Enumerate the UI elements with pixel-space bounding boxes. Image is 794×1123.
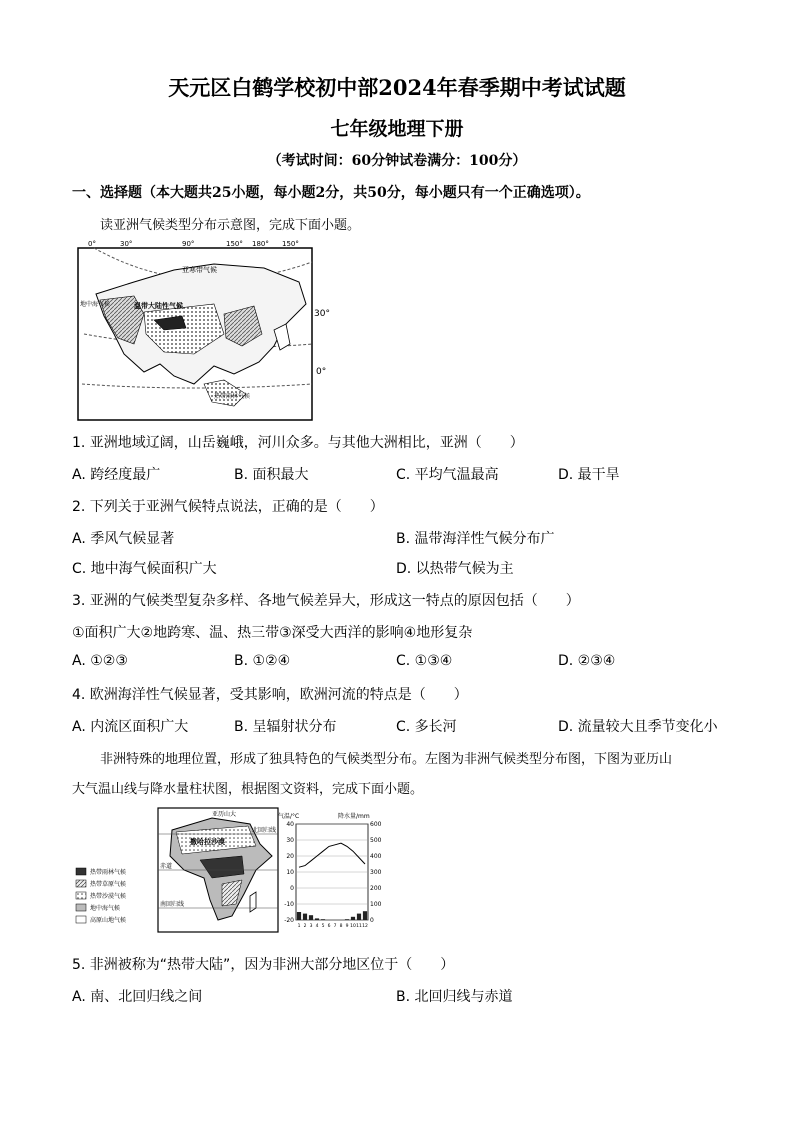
africa-label-tropic-capricorn: 南回归线	[160, 901, 185, 908]
q4-option-d[interactable]: D. 流量较大且季节变化小	[558, 719, 718, 735]
x-tick-label: 8	[339, 924, 343, 929]
exam-info: （考试时间：60分钟试卷满分：100分）	[267, 153, 527, 169]
q1-option-b[interactable]: B. 面积最大	[234, 467, 309, 483]
q3-option-b[interactable]: B. ①②④	[234, 653, 291, 669]
lon-label: 150°	[282, 240, 299, 248]
precip-bar	[315, 918, 319, 920]
x-tick-label: 3	[309, 924, 313, 929]
asia-climate-map	[74, 234, 344, 424]
question-1-stem: 1. 亚洲地域辽阔，山岳巍峨，河川众多。与其他大洲相比，亚洲（ ）	[72, 435, 524, 451]
africa-legend	[76, 868, 126, 924]
africa-label-alexandria: 亚历山大	[212, 811, 237, 818]
y-tick-label: 20	[286, 853, 294, 860]
exam-title: 天元区白鹤学校初中部2024年春季期中考试试题	[168, 75, 626, 100]
y2-tick-label: 400	[370, 853, 382, 860]
intro-asia: 读亚洲气候类型分布示意图，完成下面小题。	[100, 218, 361, 233]
precip-bar	[357, 914, 361, 920]
africa-label-equator: 赤道	[160, 863, 173, 870]
precip-bar	[297, 912, 301, 920]
y2-tick-label: 500	[370, 837, 382, 844]
legend-savanna: 热带草原气候	[90, 881, 127, 888]
x-tick-label: 11	[356, 924, 362, 929]
asia-label-rainforest: 热带雨林气候	[214, 393, 251, 400]
q5-option-b[interactable]: B. 北回归线与赤道	[396, 989, 513, 1005]
q4-option-a[interactable]: A. 内流区面积广大	[72, 719, 189, 735]
q1-option-a[interactable]: A. 跨经度最广	[72, 467, 161, 483]
lon-label: 150°	[226, 240, 243, 248]
q1-option-d[interactable]: D. 最干旱	[558, 467, 620, 483]
y2-tick-label: 200	[370, 885, 382, 892]
question-3-sub: ①面积广大②地跨寒、温、热三带③深受大西洋的影响④地形复杂	[72, 625, 473, 641]
question-3-stem: 3. 亚洲的气候类型复杂多样、各地气候差异大，形成这一特点的原因包括（ ）	[72, 593, 580, 609]
lon-label: 0°	[88, 240, 96, 248]
africa-label-tropic-cancer: 北回归线	[252, 827, 277, 834]
y-tick-label: -20	[284, 917, 294, 924]
asia-label-subarctic: 亚寒带气候	[182, 266, 217, 274]
x-tick-label: 4	[315, 924, 319, 929]
y-tick-label: 0	[290, 885, 294, 892]
x-tick-label: 10	[350, 924, 356, 929]
question-2-stem: 2. 下列关于亚洲气候特点说法，正确的是（ ）	[72, 499, 384, 515]
x-tick-label: 2	[303, 924, 307, 929]
x-tick-label: 9	[345, 924, 349, 929]
question-4-stem: 4. 欧洲海洋性气候显著，受其影响，欧洲河流的特点是（ ）	[72, 687, 468, 703]
precip-bar	[303, 914, 307, 920]
precip-bar	[309, 915, 313, 920]
precip-bar	[363, 911, 367, 920]
q5-option-a[interactable]: A. 南、北回归线之间	[72, 989, 203, 1005]
y-tick-label: 40	[286, 821, 294, 828]
q1-option-c[interactable]: C. 平均气温最高	[396, 467, 499, 483]
lat-label: 30°	[314, 309, 330, 319]
climate-chart	[276, 808, 388, 934]
y2-tick-label: 600	[370, 821, 382, 828]
y-tick-label: 10	[286, 869, 294, 876]
y2-tick-label: 300	[370, 869, 382, 876]
legend-mediterranean: 地中海气候	[90, 905, 121, 912]
q3-option-a[interactable]: A. ①②③	[72, 653, 128, 669]
asia-label-temperate-continental: 温带大陆性气候	[134, 302, 183, 310]
x-tick-label: 12	[362, 924, 368, 929]
q2-option-b[interactable]: B. 温带海洋性气候分布广	[396, 531, 555, 547]
asia-label-mediterranean: 地中海气候	[80, 301, 111, 308]
y-tick-label: 30	[286, 837, 294, 844]
intro-africa-1: 非洲特殊的地理位置，形成了独具特色的气候类型分布。左图为非洲气候类型分布图，下图为亚历山	[100, 752, 673, 767]
lon-label: 90°	[182, 240, 195, 248]
q3-option-d[interactable]: D. ②③④	[558, 653, 616, 669]
y-tick-label: -10	[284, 901, 294, 908]
question-5-stem: 5. 非洲被称为“热带大陆”，因为非洲大部分地区位于（ ）	[72, 957, 455, 973]
chart-y2label: 降水量/mm	[338, 813, 370, 820]
x-tick-label: 5	[321, 924, 325, 929]
x-tick-label: 1	[297, 924, 301, 929]
lon-label: 180°	[252, 240, 269, 248]
africa-label-sahara: 撒哈拉沙漠	[190, 838, 225, 846]
q2-option-a[interactable]: A. 季风气候显著	[72, 531, 175, 547]
y2-tick-label: 100	[370, 901, 382, 908]
exam-subtitle: 七年级地理下册	[330, 118, 464, 140]
x-tick-label: 6	[327, 924, 331, 929]
intro-africa-2: 大气温山线与降水量柱状图，根据图文资料，完成下面小题。	[72, 782, 424, 797]
x-tick-label: 7	[333, 924, 337, 929]
precip-bar	[321, 919, 325, 920]
q4-option-c[interactable]: C. 多长河	[396, 719, 457, 735]
lat-label: 0°	[316, 367, 327, 377]
q4-option-b[interactable]: B. 呈辐射状分布	[234, 719, 337, 735]
legend-highland: 高原山地气候	[90, 917, 127, 924]
chart-ylabel: 气温/°C	[278, 813, 300, 820]
precip-bar	[351, 917, 355, 920]
legend-desert: 热带沙漠气候	[90, 893, 127, 900]
y2-tick-label: 0	[370, 917, 374, 924]
lon-label: 30°	[120, 240, 133, 248]
section-heading: 一、选择题（本大题共25小题，每小题2分，共50分，每小题只有一个正确选项）。	[72, 185, 590, 201]
precip-bar	[345, 919, 349, 920]
africa-climate-map	[72, 804, 282, 936]
q2-option-d[interactable]: D. 以热带气候为主	[396, 561, 514, 577]
q2-option-c[interactable]: C. 地中海气候面积广大	[72, 561, 217, 577]
legend-rainforest: 热带雨林气候	[90, 869, 127, 876]
q3-option-c[interactable]: C. ①③④	[396, 653, 453, 669]
